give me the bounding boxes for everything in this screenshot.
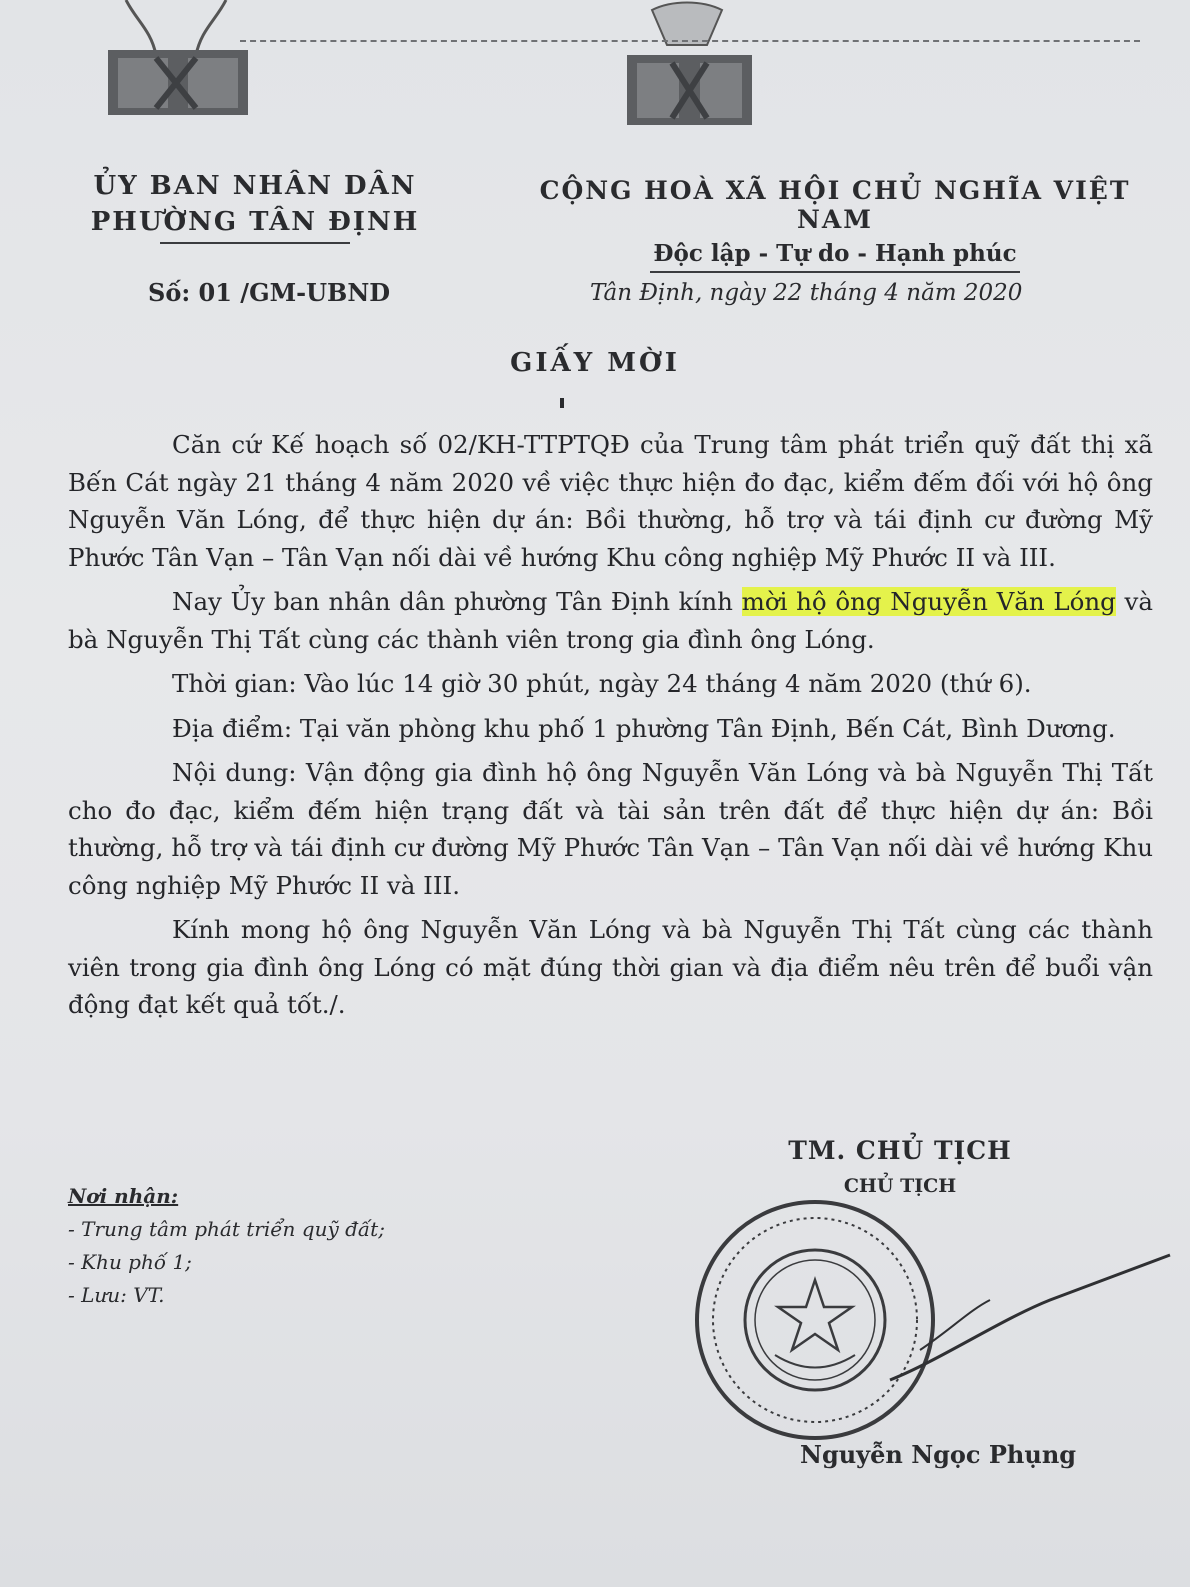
motto-underline xyxy=(650,271,1020,273)
authority-line-1: ỦY BAN NHÂN DÂN xyxy=(93,171,417,201)
invitation-text-end: và bà Nguyễn Thị Tất cùng các thành viên trong gia đình ông Lóng. xyxy=(68,587,1153,654)
paragraph-content: Nội dung: Vận động gia đình hộ ông Nguyễn Văn Lóng và bà Nguyễn Thị Tất cho đo đạc, kiểm đếm hiện trạng đất và tài sản trên đất để thực hiện dự án: Bồi thường, hỗ trợ và tái định cư đường Mỹ Phước Tân Vạn – Tân Vạn nối dài về hướng Khu công nghiệp Mỹ Phước II và III. xyxy=(68,758,1153,900)
paragraph-location: Địa điểm: Tại văn phòng khu phố 1 phường Tân Định, Bến Cát, Bình Dương. xyxy=(172,713,1116,743)
recipient-item: - Khu phố 1; xyxy=(68,1250,192,1274)
national-heading xyxy=(510,176,1160,273)
date-line: Tân Định, ngày 22 tháng 4 năm 2020 xyxy=(590,280,1023,306)
handwritten-signature-icon xyxy=(880,1240,1180,1390)
invitation-text-start: Nay Ủy ban nhân dân phường Tân Định kính xyxy=(172,587,742,616)
recipients-label: Nơi nhận: xyxy=(68,1184,179,1208)
recipient-item: - Lưu: VT. xyxy=(68,1283,165,1307)
paragraph-basis: Căn cứ Kế hoạch số 02/KH-TTPTQĐ của Trung tâm phát triển quỹ đất thị xã Bến Cát ngày 21 tháng 4 năm 2020 về việc thực hiện đo đạc, kiểm đếm đối với hộ ông Nguyễn Văn Lóng, để thực hiện dự án: Bồi thường, hỗ trợ và tái định cư đường Mỹ Phước Tân Vạn – Tân Vạn nối dài về hướng Khu công nghiệp Mỹ Phước II và III. xyxy=(68,430,1153,572)
binder-clip-right-icon xyxy=(612,0,762,130)
paragraph-request: Kính mong hộ ông Nguyễn Văn Lóng và bà Nguyễn Thị Tất cùng các thành viên trong gia đình ông Lóng có mặt đúng thời gian và địa điểm nêu trên để buổi vận động đạt kết quả tốt./. xyxy=(68,915,1153,1019)
perforation-line xyxy=(240,40,1140,42)
document-number: Số: 01 /GM-UBND xyxy=(148,278,391,307)
binder-clip-left-icon xyxy=(96,0,256,125)
recipient-item: - Trung tâm phát triển quỹ đất; xyxy=(68,1217,385,1241)
signer-name: Nguyễn Ngọc Phụng xyxy=(800,1440,1077,1469)
recipients-list xyxy=(68,1180,385,1312)
signature-block xyxy=(770,1136,1030,1197)
paragraph-invitation xyxy=(68,583,1153,658)
on-behalf-title: TM. CHỦ TỊCH xyxy=(788,1136,1012,1165)
national-motto: Độc lập - Tự do - Hạnh phúc xyxy=(653,240,1017,267)
page-title: GIẤY MỜI xyxy=(510,348,680,378)
signer-role: CHỦ TỊCH xyxy=(843,1175,957,1197)
highlighted-invitee: mời hộ ông Nguyễn Văn Lóng xyxy=(741,587,1116,616)
authority-underline xyxy=(160,242,350,244)
issuing-authority xyxy=(60,168,450,244)
paragraph-time: Thời gian: Vào lúc 14 giờ 30 phút, ngày 24 tháng 4 năm 2020 (thứ 6). xyxy=(172,669,1032,698)
authority-line-2: PHƯỜNG TÂN ĐỊNH xyxy=(90,207,420,237)
nation-name: CỘNG HOÀ XÃ HỘI CHỦ NGHĨA VIỆT NAM xyxy=(539,176,1131,234)
title-divider xyxy=(560,398,564,408)
letter-body xyxy=(68,426,1153,1031)
